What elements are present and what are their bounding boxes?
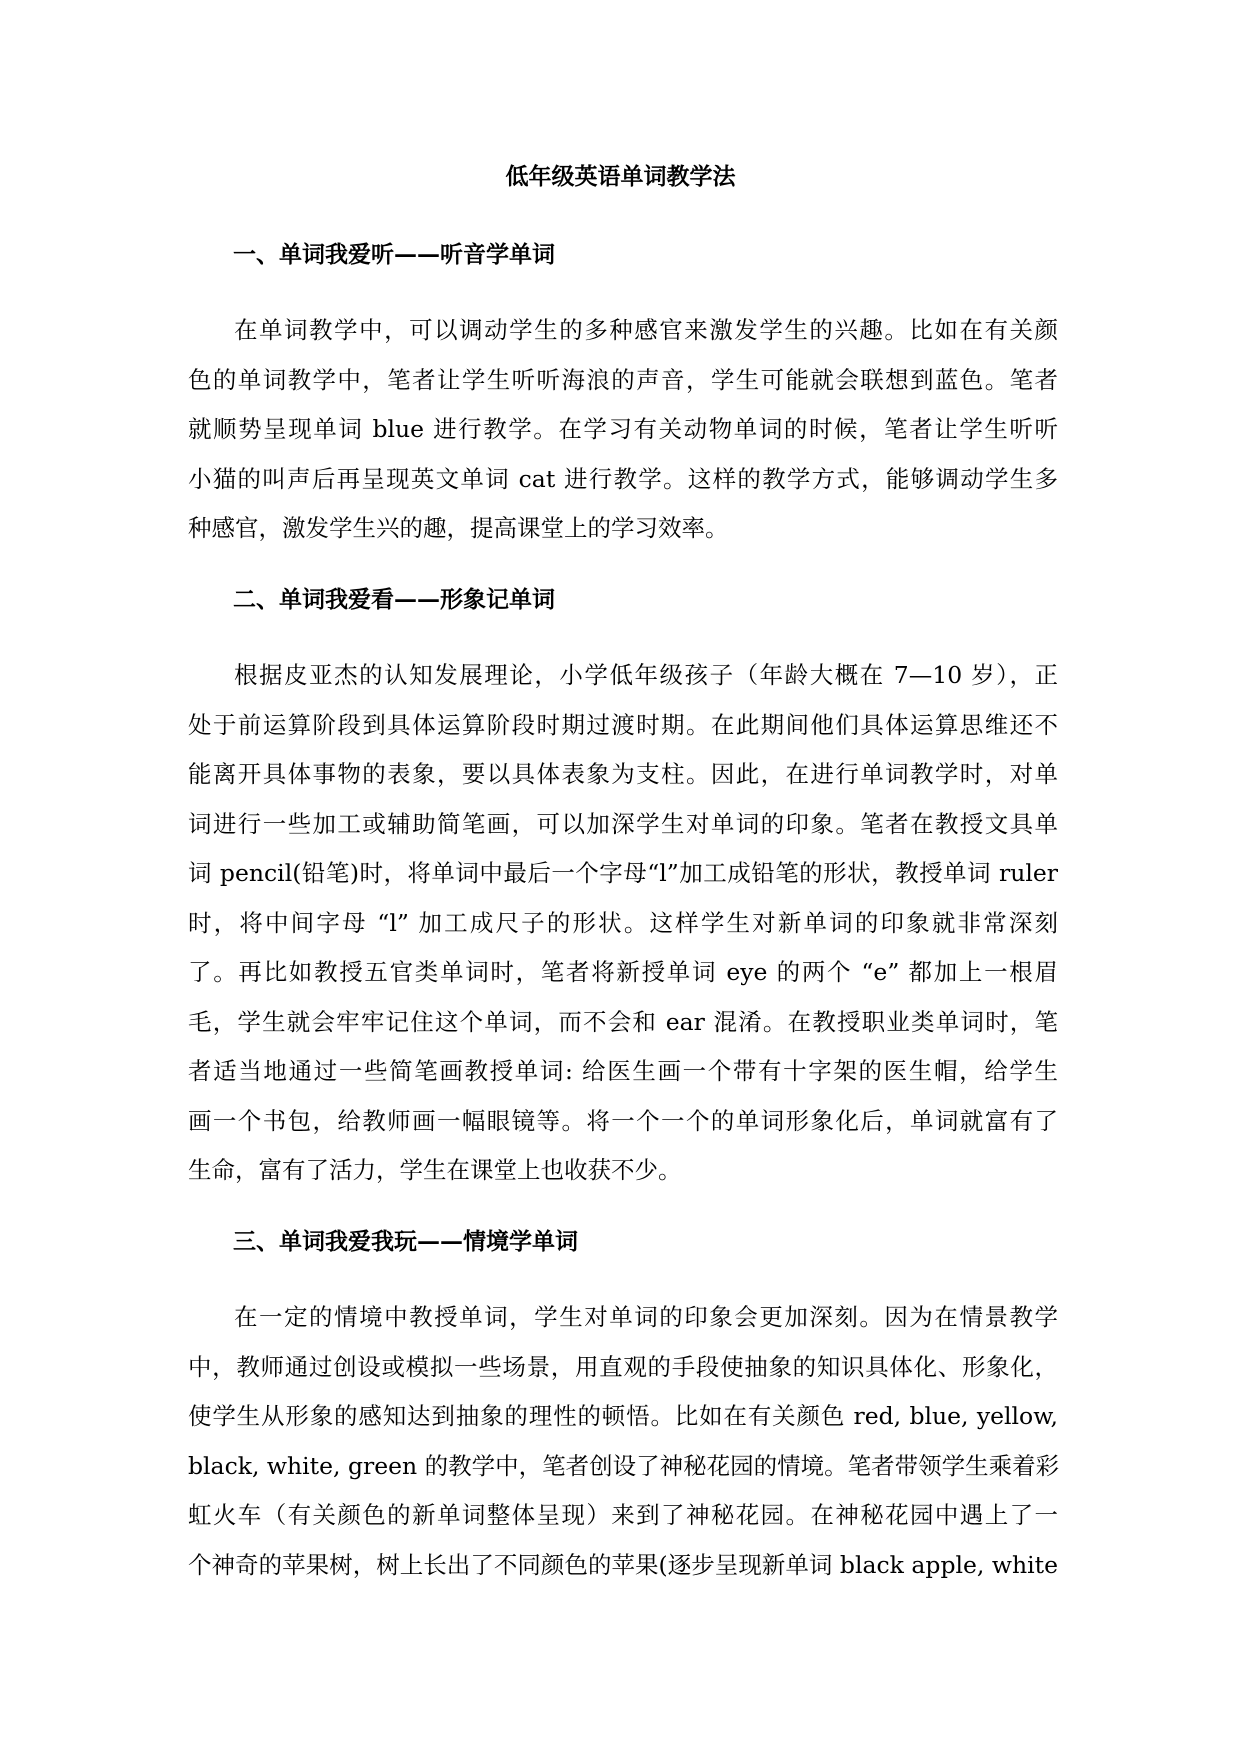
- paragraph-line: 种感官，激发学生兴的趣，提高课堂上的学习效率。: [188, 514, 729, 542]
- paragraph-line: 词 pencil(铅笔)时，将单词中最后一个字母“l”加工成铅笔的形状，教授单词 ruler: [188, 859, 1058, 887]
- paragraph-line: 就顺势呈现单词 blue 进行教学。在学习有关动物单词的时候，笔者让学生听听: [188, 415, 1058, 443]
- section-heading-3: 三、单词我爱我玩——情境学单词: [233, 1228, 578, 1255]
- paragraph-line: 者适当地通过一些简笔画教授单词: 给医生画一个带有十字架的医生帽，给学生: [188, 1057, 1058, 1085]
- section-2-paragraph: [188, 651, 1058, 1196]
- paragraph-line: 在一定的情境中教授单词，学生对单词的印象会更加深刻。因为在情景教学: [234, 1303, 1058, 1331]
- paragraph-line: 生命，富有了活力，学生在课堂上也收获不少。: [188, 1156, 682, 1184]
- paragraph-line: 能离开具体事物的表象，要以具体表象为支柱。因此，在进行单词教学时，对单: [188, 760, 1058, 788]
- section-1-paragraph: [188, 306, 1058, 554]
- paragraph-line: 使学生从形象的感知达到抽象的理性的顿悟。比如在有关颜色 red, blue, yellow,: [188, 1402, 1058, 1430]
- paragraph-line: 根据皮亚杰的认知发展理论，小学低年级孩子（年龄大概在 7—10 岁），正: [234, 661, 1058, 689]
- paragraph-line: black, white, green 的教学中，笔者创设了神秘花园的情境。笔者带领学生乘着彩: [188, 1451, 1060, 1480]
- paragraph-line: 词进行一些加工或辅助简笔画，可以加深学生对单词的印象。笔者在教授文具单: [188, 809, 1058, 838]
- paragraph-line: 小猫的叫声后再呈现英文单词 cat 进行教学。这样的教学方式，能够调动学生多: [188, 464, 1058, 493]
- section-heading-1: 一、单词我爱听——听音学单词: [233, 241, 555, 268]
- section-heading-2: 二、单词我爱看——形象记单词: [233, 586, 555, 613]
- paragraph-line: 处于前运算阶段到具体运算阶段时期过渡时期。在此期间他们具体运算思维还不: [188, 710, 1058, 739]
- paragraph-line: 个神奇的苹果树，树上长出了不同颜色的苹果(逐步呈现新单词 black apple, white: [188, 1550, 1058, 1579]
- document-title: 低年级英语单词教学法: [505, 163, 736, 190]
- paragraph-line: 了。再比如教授五官类单词时，笔者将新授单词 eye 的两个 “e” 都加上一根眉: [188, 958, 1058, 986]
- paragraph-line: 画一个书包，给教师画一幅眼镜等。将一个一个的单词形象化后，单词就富有了: [188, 1106, 1058, 1135]
- paragraph-line: 色的单词教学中，笔者让学生听听海浪的声音，学生可能就会联想到蓝色。笔者: [188, 365, 1058, 394]
- paragraph-line: 在单词教学中，可以调动学生的多种感官来激发学生的兴趣。比如在有关颜: [234, 316, 1058, 344]
- paragraph-line: 中，教师通过创设或模拟一些场景，用直观的手段使抽象的知识具体化、形象化，: [188, 1352, 1058, 1381]
- paragraph-line: 毛，学生就会牢牢记住这个单词，而不会和 ear 混淆。在教授职业类单词时，笔: [188, 1007, 1058, 1036]
- paragraph-line: 虹火车（有关颜色的新单词整体呈现）来到了神秘花园。在神秘花园中遇上了一: [188, 1501, 1058, 1529]
- section-3-paragraph: [188, 1293, 1058, 1590]
- paragraph-line: 时，将中间字母 “l” 加工成尺子的形状。这样学生对新单词的印象就非常深刻: [188, 908, 1058, 937]
